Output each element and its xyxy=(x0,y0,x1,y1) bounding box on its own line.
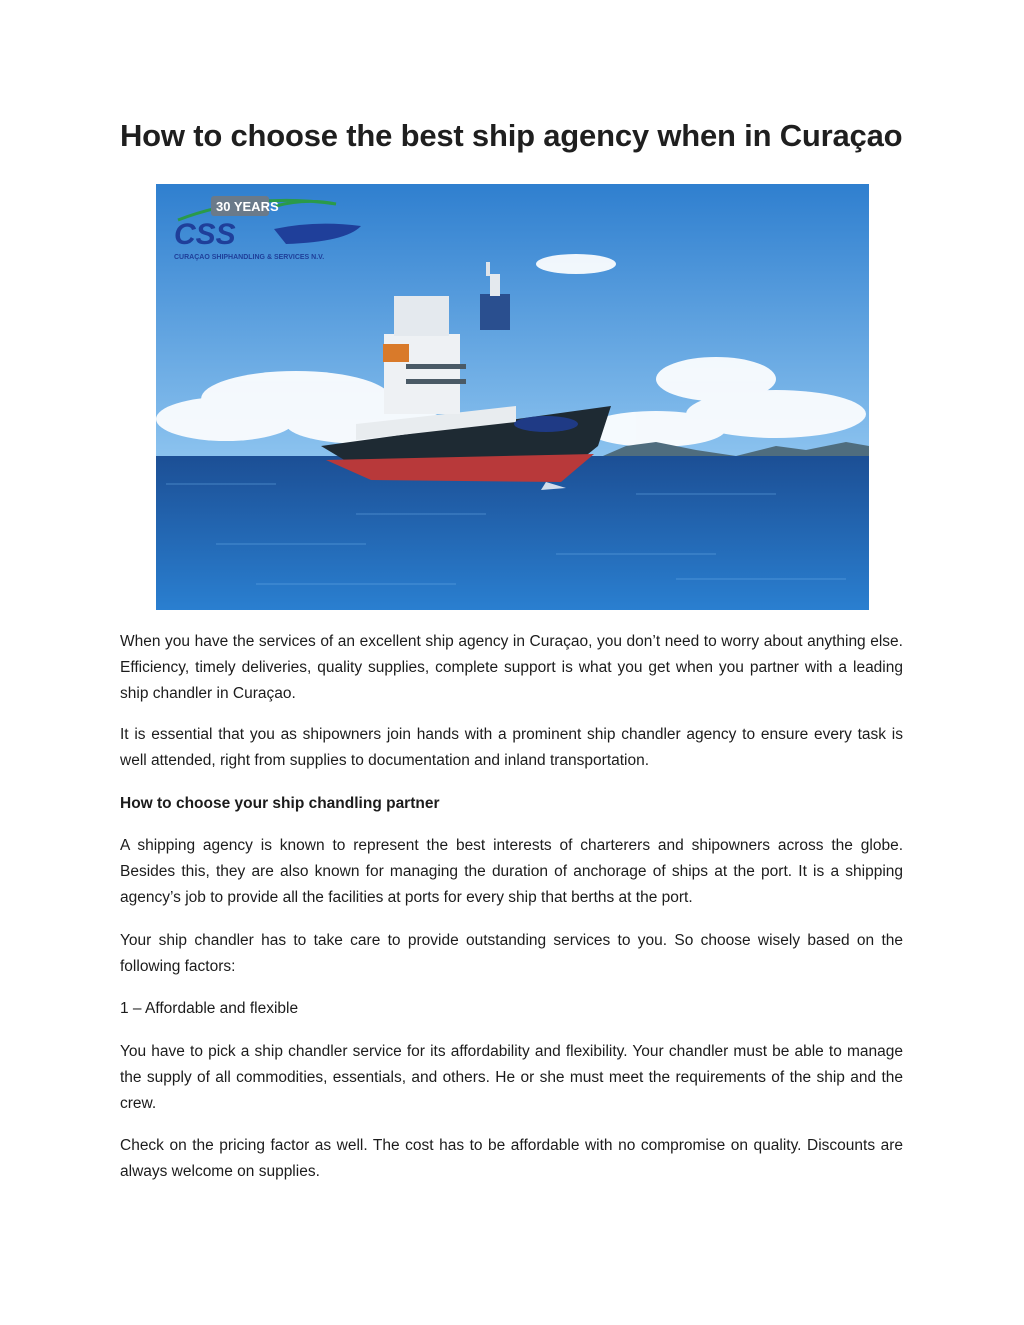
ship-photo xyxy=(156,184,869,610)
ship-photo-graphic xyxy=(156,184,869,610)
paragraph-1: When you have the services of an excellent ship agency in Curaçao, you don’t need to worry about anything else. Efficiency, timely deliveries, quality supplies, complete support is what you get when you partner with a leading ship chandler in Curaçao. xyxy=(120,633,903,702)
paragraph-5: You have to pick a ship chandler service for its affordability and flexibility. Your chandler must be able to manage the supply of all commodities, essentials, and others. He or she must meet the requirements of the ship and the crew. xyxy=(120,1043,903,1112)
article-title: How to choose the best ship agency when in Curaçao xyxy=(120,118,903,153)
paragraph-3: A shipping agency is known to represent the best interests of charterers and shipowners across the globe. Besides this, they are also known for managing the duration of anchorage of ships at the port. It is a shipping agency’s job to provide all the facilities at ports for every ship that berths at the port. xyxy=(120,837,903,906)
section-heading: How to choose your ship chandling partner xyxy=(120,795,440,812)
logo-brand: CSS xyxy=(174,218,236,251)
paragraph-4: Your ship chandler has to take care to provide outstanding services to you. So choose wisely based on the following factors: xyxy=(120,932,903,975)
paragraph-2: It is essential that you as shipowners join hands with a prominent ship chandler agency to ensure every task is well attended, right from supplies to documentation and inland transportation. xyxy=(120,726,903,769)
logo-years-badge: 30 YEARS xyxy=(216,199,279,214)
logo-company-name: CURAÇAO SHIPHANDLING & SERVICES N.V. xyxy=(174,254,325,261)
factor-heading: 1 – Affordable and flexible xyxy=(120,1000,299,1017)
paragraph-6: Check on the pricing factor as well. The cost has to be affordable with no compromise on quality. Discounts are always welcome on supplies. xyxy=(120,1137,903,1180)
